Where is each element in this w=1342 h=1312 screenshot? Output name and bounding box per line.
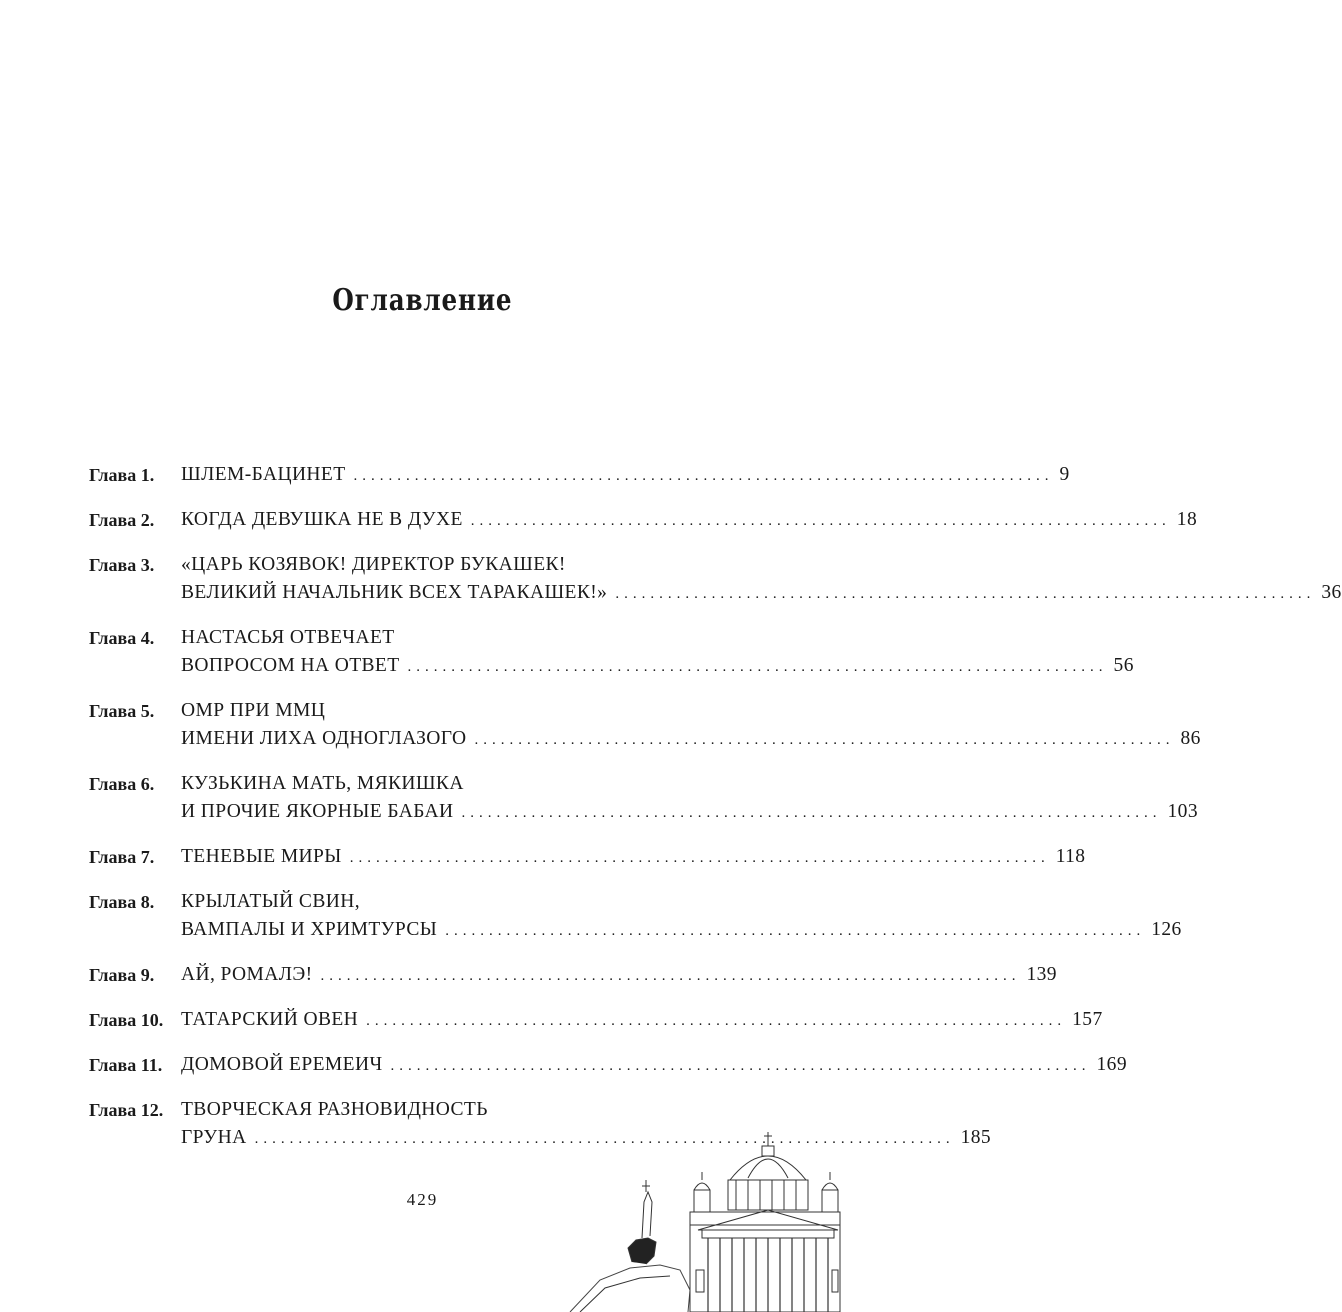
dot-leader: ................................................................................ [320,968,1021,984]
dot-leader: ................................................................................ [474,732,1175,748]
table-of-contents [89,461,1342,1169]
dot-leader: ................................................................................ [254,1131,955,1147]
chapter-page-number: 157 [1072,1009,1103,1030]
chapter-title-line: АЙ, РОМАЛЭ! [181,964,313,985]
toc-entry [89,770,1198,827]
page-number: 429 [406,1190,439,1209]
toc-entry [89,1006,1103,1035]
chapter-page-number: 18 [1176,509,1198,530]
chapter-page-number: 103 [1167,801,1198,822]
chapter-label: Глава 12. [89,1100,164,1120]
toc-entry [89,1051,1127,1080]
chapter-title-line: ШЛЕМ-БАЦИНЕТ [181,464,346,485]
dot-leader: ................................................................................ [390,1058,1091,1074]
chapter-label: Глава 6. [89,774,155,794]
toc-entry [89,551,1342,608]
chapter-title-line: ВОПРОСОМ НА ОТВЕТ [181,655,400,676]
chapter-page-number: 126 [1151,919,1182,940]
chapter-title-line: ДОМОВОЙ ЕРЕМЕИЧ [181,1054,383,1075]
dot-leader: ................................................................................ [445,923,1146,939]
chapter-label: Глава 1. [89,465,155,485]
chapter-page-number: 169 [1096,1054,1127,1075]
chapter-label: Глава 5. [89,701,155,721]
chapter-label: Глава 3. [89,555,155,575]
chapter-title-line: «ЦАРЬ КОЗЯВОК! ДИРЕКТОР БУКАШЕК! [181,554,566,575]
chapter-page-number: 9 [1059,464,1070,485]
chapter-title-line: КОГДА ДЕВУШКА НЕ В ДУХЕ [181,509,463,530]
toc-entry [89,506,1198,535]
chapter-page-number: 86 [1180,728,1201,749]
toc-entry [89,888,1182,945]
dot-leader: ................................................................................ [353,468,1054,484]
dot-leader: ................................................................................ [470,513,1171,529]
toc-entry [89,843,1086,872]
chapter-label: Глава 10. [89,1010,164,1030]
dot-leader: ................................................................................ [407,659,1108,675]
cathedral-illustration [570,1130,845,1312]
chapter-title-line: ТАТАРСКИЙ ОВЕН [181,1009,359,1030]
toc-entry [89,461,1070,490]
chapter-title-line: И ПРОЧИЕ ЯКОРНЫЕ БАБАИ [181,801,454,822]
dot-leader: ................................................................................ [461,805,1162,821]
page-title: Оглавление [332,283,513,318]
chapter-title-line: ИМЕНИ ЛИХА ОДНОГЛАЗОГО [181,728,467,749]
dot-leader: ................................................................................ [615,586,1316,602]
chapter-page-number: 185 [960,1127,992,1148]
toc-entry [89,624,1134,681]
dot-leader: ................................................................................ [366,1013,1067,1029]
chapter-title-line: ОМР ПРИ ММЦ [181,700,326,721]
chapter-page-number: 56 [1113,655,1134,676]
chapter-title-line: НАСТАСЬЯ ОТВЕЧАЕТ [181,627,395,648]
chapter-page-number: 118 [1055,846,1086,867]
chapter-title-line: ТВОРЧЕСКАЯ РАЗНОВИДНОСТЬ [181,1099,488,1120]
chapter-title-line: КУЗЬКИНА МАТЬ, МЯКИШКА [181,773,464,794]
chapter-page-number: 36 [1321,582,1342,603]
toc-entry [89,697,1201,754]
chapter-title-line: ВЕЛИКИЙ НАЧАЛЬНИК ВСЕХ ТАРАКАШЕК!» [181,582,608,603]
chapter-label: Глава 4. [89,628,155,648]
dot-leader: ................................................................................ [349,850,1050,866]
chapter-page-number: 139 [1026,964,1057,985]
chapter-label: Глава 8. [89,892,155,912]
chapter-title-line: КРЫЛАТЫЙ СВИН, [181,891,360,912]
chapter-label: Глава 9. [89,965,155,985]
toc-entry [89,961,1057,990]
chapter-title-line: ГРУНА [181,1127,247,1148]
chapter-title-line: ВАМПАЛЫ И ХРИМТУРСЫ [181,919,438,940]
chapter-title-line: ТЕНЕВЫЕ МИРЫ [181,846,342,867]
chapter-label: Глава 11. [89,1055,163,1075]
chapter-label: Глава 2. [89,510,155,530]
chapter-label: Глава 7. [89,847,155,867]
